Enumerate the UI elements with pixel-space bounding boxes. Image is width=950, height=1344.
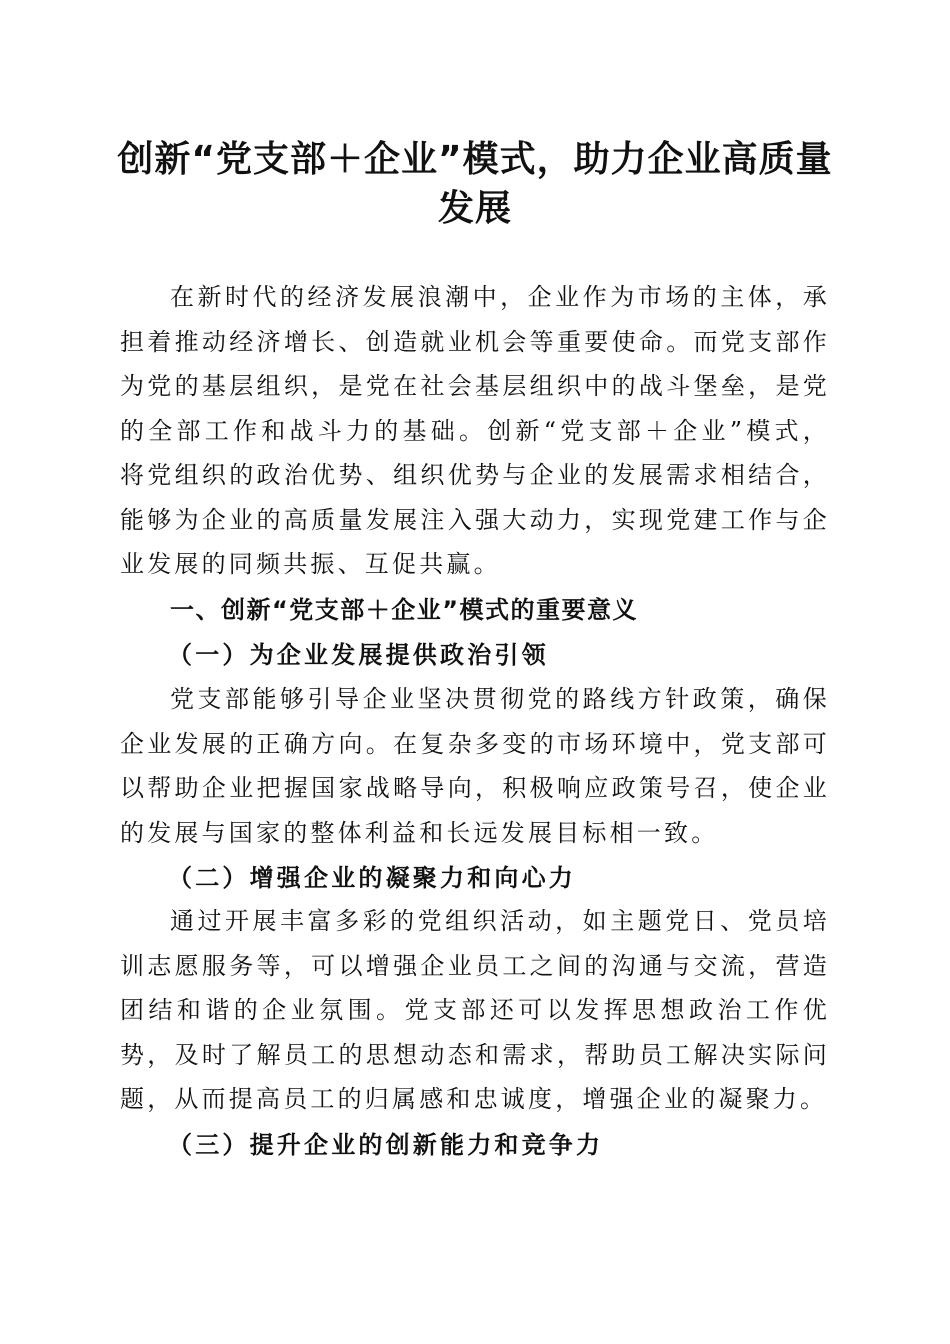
subsection-3-heading: （三）提升企业的创新能力和竞争力 bbox=[168, 1130, 604, 1159]
document-title-line-1: 创新“党支部＋企业”模式，助力企业高质量 bbox=[117, 139, 833, 180]
subsection-2-heading: （二）增强企业的凝聚力和向心力 bbox=[168, 863, 576, 892]
subsection-2-paragraph: 通过开展丰富多彩的党组织活动，如主题党日、党员培训志愿服务等，可以增强企业员工之间的沟通与交流，营造团结和谐的企业氛围。党支部还可以发挥思想政治工作优势，及时了解员工的思想动态和需求，帮助员工解决实际问题，从而提高员工的归属感和忠诚度，增强企业的凝聚力。 bbox=[120, 907, 830, 1113]
subsection-1-heading: （一）为企业发展提供政治引领 bbox=[168, 640, 549, 669]
intro-paragraph: 在新时代的经济发展浪潮中，企业作为市场的主体，承担着推动经济增长、创造就业机会等重要使命。而党支部作为党的基层组织，是党在社会基层组织中的战斗堡垒，是党的全部工作和战斗力的基础。创新“党支部＋企业”模式，将党组织的政治优势、组织优势与企业的发展需求相结合，能够为企业的高质量发展注入强大动力，实现党建工作与企业发展的同频共振、互促共赢。 bbox=[120, 283, 830, 578]
document-title-line-2: 发展 bbox=[437, 188, 512, 229]
subsection-1-paragraph: 党支部能够引导企业坚决贯彻党的路线方针政策，确保企业发展的正确方向。在复杂多变的市场环境中，党支部可以帮助企业把握国家战略导向，积极响应政策号召，使企业的发展与国家的整体利益和长远发展目标相一致。 bbox=[120, 685, 830, 847]
section-1-heading: 一、创新“党支部＋企业”模式的重要意义 bbox=[170, 596, 639, 624]
